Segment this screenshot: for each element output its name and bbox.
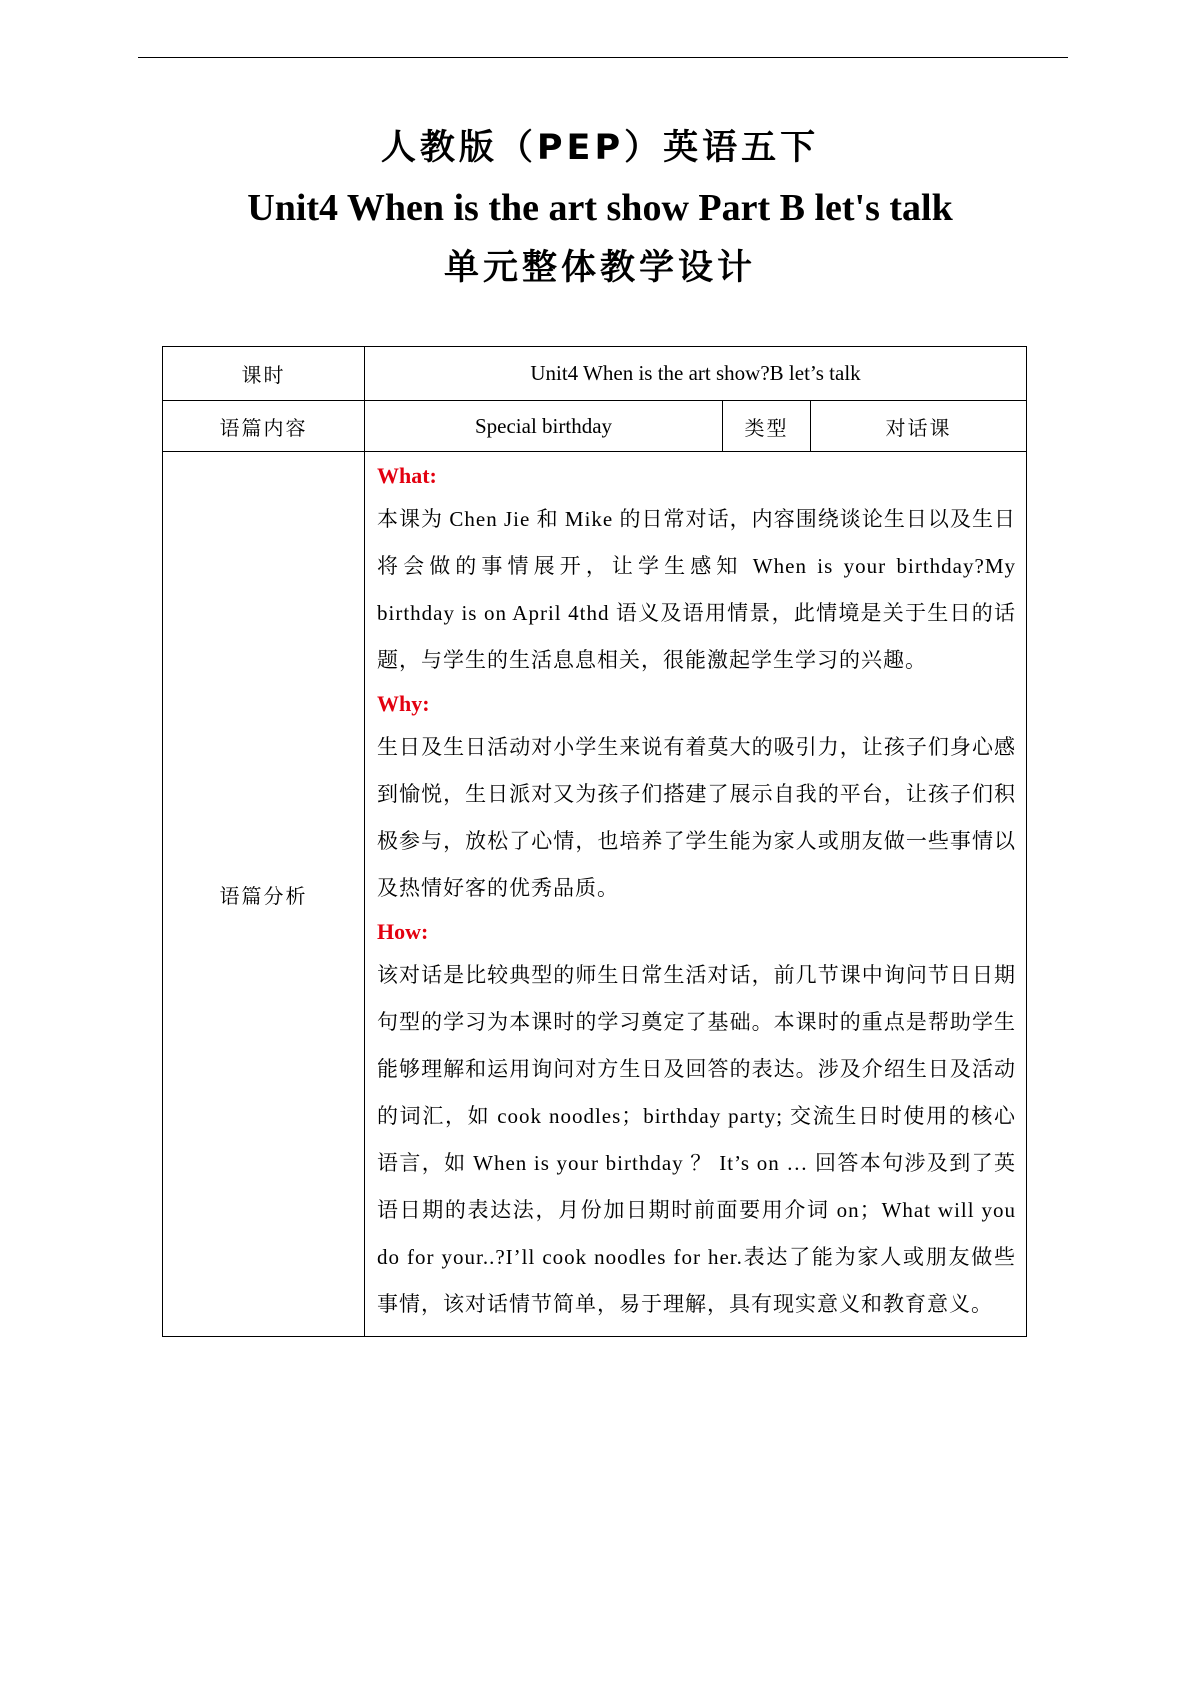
document-title-line2: Unit4 When is the art show Part B let's talk <box>247 187 953 229</box>
lesson-plan-table <box>162 346 1027 1337</box>
document-title-line3: 单元整体教学设计 <box>443 248 756 288</box>
period-value: Unit4 When is the art show?B let’s talk <box>365 347 1027 401</box>
text-analysis-label: 语篇分析 <box>163 452 365 1337</box>
text-content-label: 语篇内容 <box>163 401 365 452</box>
table-row <box>163 347 1027 401</box>
type-value: 对话课 <box>811 401 1027 452</box>
how-heading: How: <box>377 919 429 944</box>
how-paragraph: 该对话是比较典型的师生日常生活对话，前几节课中询问节日日期句型的学习为本课时的学习奠定了基础。本课时的重点是帮助学生能够理解和运用询问对方生日及回答的表达。涉及介绍生日及活动的词汇，如 cook noodles；birthday party; 交流生日时使用的核心语言，如 When is your birthday ？ It’s on … 回答本句涉及到了英语日期的表达法，月份加日期时前面要用介词 on；What will you do for your..?I’ll cook noodles for her.表达了能为家人或朋友做些事情，该对话情节简单，易于理解，具有现实意义和教育意义。 <box>377 963 1016 1316</box>
document-title-block <box>0 118 1200 298</box>
table-row <box>163 401 1027 452</box>
what-paragraph: 本课为 Chen Jie 和 Mike 的日常对话，内容围绕谈论生日以及生日将会做的事情展开，让学生感知 When is your birthday?My birthday is on April 4thd 语义及语用情景，此情境是关于生日的话题，与学生的生活息息相关，很能激起学生学习的兴趣。 <box>377 507 1016 672</box>
text-content-value: Special birthday <box>365 401 723 452</box>
why-paragraph: 生日及生日活动对小学生来说有着莫大的吸引力，让孩子们身心感到愉悦，生日派对又为孩子们搭建了展示自我的平台，让孩子们积极参与，放松了心情，也培养了学生能为家人或朋友做一些事情以及热情好客的优秀品质。 <box>377 735 1016 900</box>
what-heading: What: <box>377 463 437 488</box>
period-label: 课时 <box>163 347 365 401</box>
document-title-line1: 人教版（PEP）英语五下 <box>380 128 820 168</box>
why-heading: Why: <box>377 691 430 716</box>
header-rule <box>138 57 1068 58</box>
table-row <box>163 452 1027 1337</box>
type-label: 类型 <box>723 401 811 452</box>
text-analysis-body <box>365 452 1027 1337</box>
